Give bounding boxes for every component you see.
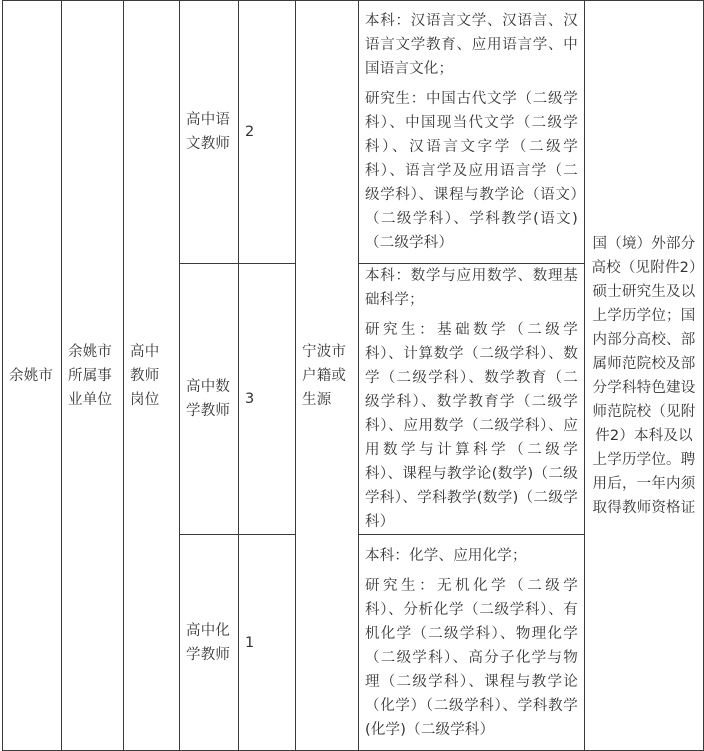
undergrad-majors: 本科：数学与应用数学、数理基础科学； [365, 268, 578, 308]
major-requirement-cell [359, 1, 585, 264]
major-requirement-cell [359, 264, 585, 535]
table-row-chinese [3, 1, 704, 264]
headcount: 2 [245, 124, 255, 140]
job-title: 高中化学教师 [186, 622, 231, 663]
job-title-cell [180, 1, 239, 264]
unit-label: 余姚市所属事业单位 [68, 343, 113, 408]
graduate-majors: 研究生：基础数学（二级学科）、计算数学（二级学科）、数学（二级学科）、数学教育（二级学科）、数学教育学（二级学科）、应用数学（二级学科）、应用数学与计算科学（二级学科）、课程与教学论(数学)（二级学科）、学科教学(数学)（二级学科） [365, 322, 578, 530]
job-title: 高中数学教师 [186, 379, 231, 419]
headcount: 3 [245, 391, 255, 407]
household-requirement: 宁波市户籍或生源 [302, 343, 347, 408]
city-cell [3, 1, 62, 751]
unit-cell [62, 1, 124, 751]
undergrad-majors: 本科：化学、应用化学； [365, 547, 527, 564]
household-requirement-cell [296, 1, 359, 751]
recruitment-table [2, 0, 704, 751]
job-title: 高中语文教师 [186, 112, 231, 152]
job-title-cell [180, 264, 239, 535]
graduate-majors: 研究生：中国古代文学（二级学科）、中国现当代文学（二级学科）、汉语言文字学（二级学科）、语言学及应用语言学（二级学科）、课程与教学论（语文）（二级学科）、学科教学(语文)（二级学科） [365, 91, 578, 251]
major-requirement-cell [359, 535, 585, 751]
post-category-label: 高中教师岗位 [130, 343, 160, 408]
graduate-majors: 研究生：无机化学（二级学科）、分析化学（二级学科）、有机化学（二级学科）、物理化学（二级学科）、高分子化学与物理（二级学科）、课程与教学论（化学）（二级学科）、学科教学(化学)（二级学科） [365, 577, 578, 738]
degree-note: 国（境）外部分高校（见附件2）硕士研究生及以上学历学位；国内部分高校、部属师范院校及部分学科特色建设师范院校（见附件2）本科及以上学历学位。聘用后，一年内须取得教师资格证 [591, 235, 697, 516]
job-title-cell [180, 535, 239, 751]
post-category-cell [124, 1, 180, 751]
degree-note-cell [585, 1, 704, 751]
undergrad-majors: 本科：汉语言文学、汉语言、汉语言文学教育、应用语言学、中国语言文化； [365, 13, 578, 77]
city-label: 余姚市 [9, 367, 54, 384]
headcount: 1 [245, 634, 255, 651]
headcount-cell [239, 264, 296, 535]
headcount-cell [239, 1, 296, 264]
headcount-cell [239, 535, 296, 751]
